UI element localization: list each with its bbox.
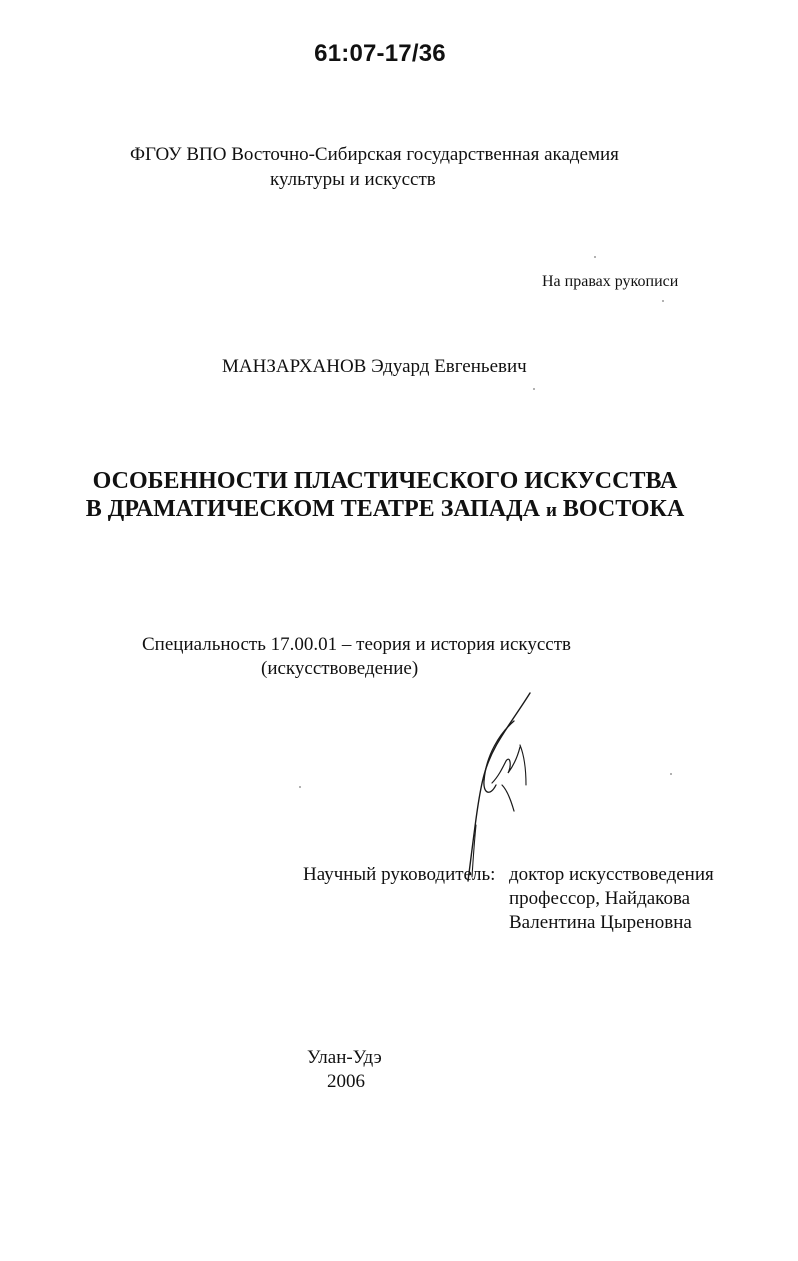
manuscript-rights-note: На правах рукописи <box>542 273 679 290</box>
thesis-title-line2-part1: В ДРАМАТИЧЕСКОМ ТЕАТРЕ ЗАПАДА <box>85 496 546 522</box>
advisor-given-names: Валентина Цыреновна <box>509 912 692 933</box>
advisor-title-surname: профессор, Найдакова <box>509 888 691 909</box>
institution-name-line1: ФГОУ ВПО Восточно-Сибирская государственная академия <box>130 144 619 165</box>
advisor-degree: доктор искусствоведения <box>509 864 714 885</box>
scan-speck <box>594 256 596 258</box>
advisor-label: Научный руководитель: <box>303 864 496 885</box>
handwritten-signature <box>440 685 550 885</box>
thesis-title-line1: ОСОБЕННОСТИ ПЛАСТИЧЕСКОГО ИСКУССТВА <box>92 468 678 494</box>
year: 2006 <box>327 1071 365 1092</box>
thesis-title-line2 <box>0 496 770 523</box>
thesis-title-conjunction: и <box>545 500 557 521</box>
scan-speck <box>533 388 535 390</box>
thesis-title-line2-part2: ВОСТОКА <box>556 496 685 522</box>
specialty-field: (искусствоведение) <box>261 658 419 679</box>
specialty-code: Специальность 17.00.01 – теория и история искусств <box>142 634 571 655</box>
catalog-number: 61:07-17/36 <box>314 40 446 67</box>
scan-speck <box>662 300 664 302</box>
city: Улан-Удэ <box>307 1047 382 1068</box>
scan-speck <box>670 773 672 775</box>
institution-name-line2: культуры и искусств <box>270 169 436 190</box>
author-name: МАНЗАРХАНОВ Эдуард Евгеньевич <box>222 356 527 377</box>
scan-speck <box>299 786 301 788</box>
